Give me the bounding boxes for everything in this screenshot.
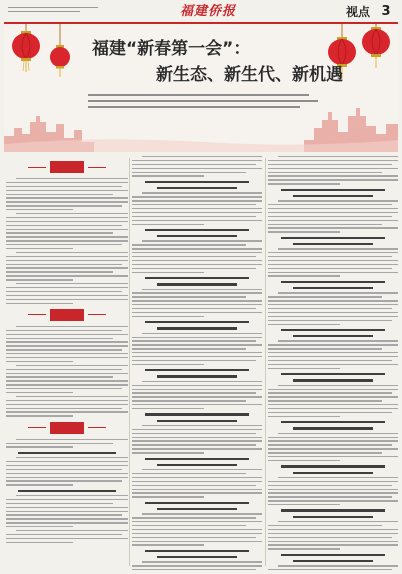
body-text-line <box>6 392 73 393</box>
body-text-line <box>132 308 256 309</box>
body-text-line <box>6 182 128 183</box>
subheading <box>293 379 374 381</box>
body-text-line <box>6 279 73 280</box>
subheading <box>293 560 374 562</box>
body-text-line <box>6 190 128 191</box>
body-text-line <box>6 256 128 257</box>
body-text-line <box>6 384 128 385</box>
body-text-line <box>6 361 73 362</box>
body-text-line <box>132 196 262 197</box>
body-text-line <box>6 240 128 241</box>
body-text-line <box>132 452 204 453</box>
subheading <box>281 509 385 511</box>
subheading <box>281 189 385 191</box>
body-text-line <box>6 477 128 478</box>
body-text-line <box>132 496 204 497</box>
body-text-line <box>6 217 128 218</box>
body-text-line <box>268 412 392 413</box>
body-text-line <box>6 295 128 296</box>
body-text-line <box>132 400 246 401</box>
body-text-line <box>132 164 256 165</box>
body-text-line <box>268 208 398 209</box>
section-tag <box>50 161 84 173</box>
body-text-line <box>132 444 256 445</box>
body-text-line <box>268 172 382 173</box>
subheading <box>157 464 238 466</box>
body-text-line <box>6 469 122 470</box>
body-text-line <box>132 541 262 542</box>
newspaper-brand: 福建侨报 <box>179 4 236 19</box>
subheading <box>157 556 238 558</box>
body-text-line <box>132 489 262 490</box>
subheading <box>281 554 385 556</box>
body-text-line <box>6 415 73 416</box>
body-text-line <box>268 389 398 390</box>
body-text-line <box>268 348 382 349</box>
body-text-line <box>6 264 122 265</box>
body-text-line <box>6 260 128 261</box>
body-text-line <box>132 264 262 265</box>
body-text-line <box>6 299 128 300</box>
body-text-line <box>278 521 398 522</box>
section-tag <box>50 422 84 434</box>
body-text-line <box>268 268 392 269</box>
body-text-line <box>132 344 262 345</box>
body-text-line <box>268 168 398 169</box>
body-text-line <box>6 303 73 304</box>
body-text-line <box>6 473 128 474</box>
body-text-line <box>268 183 340 184</box>
body-text-line <box>268 368 340 369</box>
body-text-line <box>6 232 113 233</box>
body-text-line <box>6 465 128 466</box>
body-text-line <box>132 525 246 526</box>
body-text-line <box>142 156 262 157</box>
body-text-line <box>268 272 398 273</box>
subheading <box>293 516 374 518</box>
body-text-line <box>6 194 113 195</box>
body-text-line <box>6 408 122 409</box>
deck-text <box>88 94 318 111</box>
body-text-line <box>132 396 262 397</box>
body-text-line <box>6 353 128 354</box>
body-text-line <box>268 324 340 325</box>
body-text-line <box>132 300 262 301</box>
body-text-line <box>132 260 262 261</box>
body-text-line <box>278 340 398 341</box>
body-text-line <box>6 518 128 519</box>
body-text-line <box>6 225 122 226</box>
body-text-line <box>268 440 398 441</box>
body-text-line <box>268 460 340 461</box>
body-text-line <box>268 216 392 217</box>
body-text-line <box>268 275 340 276</box>
body-text-line <box>278 565 398 566</box>
body-text-line <box>268 231 340 232</box>
body-text-line <box>268 456 398 457</box>
body-text-line <box>268 224 382 225</box>
body-text-line <box>16 283 128 284</box>
body-text-line <box>268 264 398 265</box>
body-text-line <box>132 220 262 221</box>
body-text-line <box>132 481 262 482</box>
body-text-line <box>16 178 128 179</box>
subheading <box>293 427 374 429</box>
column-rule <box>129 158 130 566</box>
body-text-line <box>6 334 128 335</box>
subheading <box>157 283 238 285</box>
body-text-line <box>268 569 392 570</box>
masthead <box>4 4 398 22</box>
body-text-line <box>132 212 262 213</box>
body-text-line <box>132 296 246 297</box>
subheading <box>145 502 249 504</box>
body-text-line <box>6 345 128 346</box>
body-text-line <box>278 248 398 249</box>
body-text-line <box>132 160 262 161</box>
body-text-line <box>132 544 204 545</box>
body-text-line <box>268 260 398 261</box>
body-text-line <box>6 197 128 198</box>
body-text-line <box>132 248 262 249</box>
body-text-line <box>16 439 128 440</box>
body-text-line <box>268 548 340 549</box>
body-text-line <box>6 461 128 462</box>
body-text-line <box>268 296 382 297</box>
body-text-line <box>142 469 262 470</box>
body-text-line <box>268 525 382 526</box>
body-text-line <box>268 529 398 530</box>
body-text-line <box>6 446 73 447</box>
body-text-line <box>6 443 113 444</box>
subheading <box>281 373 385 375</box>
body-text-line <box>132 392 256 393</box>
body-text-line <box>268 227 398 228</box>
body-text-line <box>16 495 128 496</box>
body-text-line <box>132 364 204 365</box>
body-text-line <box>268 489 398 490</box>
body-text-line <box>268 160 398 161</box>
body-text-line <box>132 252 262 253</box>
body-text-line <box>268 204 392 205</box>
body-text-line <box>6 480 122 481</box>
body-text-line <box>132 208 262 209</box>
body-text-line <box>132 348 246 349</box>
body-text-line <box>6 380 128 381</box>
subheading <box>157 327 238 329</box>
subheading <box>293 195 374 197</box>
body-text-line <box>132 492 262 493</box>
body-text-line <box>132 429 262 430</box>
section-title: 视点 <box>345 5 370 19</box>
body-text-line <box>132 521 262 522</box>
body-text-line <box>6 514 122 515</box>
body-text-line <box>132 404 262 405</box>
body-text-line <box>132 565 262 566</box>
subheading <box>145 229 249 231</box>
subheading <box>157 187 238 189</box>
body-text-line <box>268 256 392 257</box>
body-text-line <box>268 537 392 538</box>
column-rule <box>265 158 266 566</box>
body-text-line <box>268 164 392 165</box>
body-text-line <box>6 522 128 523</box>
body-text-line <box>278 385 398 386</box>
body-text-line <box>6 376 113 377</box>
lantern-icon <box>362 24 390 68</box>
body-text-line <box>6 267 128 268</box>
body-text-line <box>132 408 204 409</box>
body-text-line <box>142 561 262 562</box>
body-text-line <box>268 544 398 545</box>
body-text-line <box>6 287 128 288</box>
body-text-line <box>6 507 128 508</box>
body-text-line <box>132 175 204 176</box>
subheading <box>293 243 374 245</box>
body-text-line <box>268 396 398 397</box>
body-text-line <box>132 477 262 478</box>
subheading <box>157 420 238 422</box>
body-text-line <box>132 448 262 449</box>
body-text-line <box>268 481 398 482</box>
body-text-line <box>6 542 73 543</box>
article-body <box>4 156 398 570</box>
body-text-line <box>268 452 382 453</box>
body-text-line <box>268 533 398 534</box>
column-middle <box>132 156 262 570</box>
subheading <box>145 321 249 323</box>
body-text-line <box>142 192 262 193</box>
subheading <box>145 550 249 552</box>
body-text-line <box>6 526 73 527</box>
body-text-line <box>132 337 262 338</box>
body-text-line <box>268 360 392 361</box>
body-text-line <box>268 364 398 365</box>
body-text-line <box>268 504 340 505</box>
body-text-line <box>132 256 256 257</box>
body-text-line <box>268 408 398 409</box>
body-text-line <box>16 530 128 531</box>
body-text-line <box>6 499 128 500</box>
body-text-line <box>132 168 262 169</box>
body-text-line <box>6 511 128 512</box>
body-text-line <box>268 300 398 301</box>
body-text-line <box>268 500 398 501</box>
body-text-line <box>6 205 122 206</box>
body-text-line <box>132 517 256 518</box>
body-text-line <box>132 200 262 201</box>
body-text-line <box>132 216 256 217</box>
body-text-line <box>268 179 398 180</box>
subheading <box>281 237 385 239</box>
body-text-line <box>268 304 398 305</box>
body-text-line <box>6 373 128 374</box>
body-text-line <box>6 244 122 245</box>
subheading <box>145 413 249 415</box>
body-text-line <box>6 209 73 210</box>
body-text-line <box>268 316 398 317</box>
body-text-line <box>278 200 398 201</box>
subheading <box>281 329 385 331</box>
body-text-line <box>268 444 392 445</box>
city-skyline-graphic <box>4 108 398 152</box>
body-text-line <box>132 272 204 273</box>
body-text-line <box>6 538 128 539</box>
body-text-line <box>142 381 262 382</box>
body-text-line <box>268 212 398 213</box>
body-text-line <box>268 541 398 542</box>
subheading <box>145 458 249 460</box>
subheading <box>145 277 249 279</box>
body-text-line <box>268 392 392 393</box>
body-text-line <box>6 411 128 412</box>
subheading <box>281 421 385 423</box>
body-text-line <box>16 213 128 214</box>
body-text-line <box>132 340 256 341</box>
body-text-line <box>268 252 398 253</box>
body-text-line <box>268 308 392 309</box>
body-text-line <box>268 320 392 321</box>
subheading <box>281 465 385 467</box>
body-text-line <box>6 330 122 331</box>
body-text-line <box>6 503 113 504</box>
body-text-line <box>278 292 398 293</box>
subheading <box>281 281 385 283</box>
headline-line-1: 福建“新春第一会”： <box>92 39 251 59</box>
subheading <box>157 508 238 510</box>
body-text-line <box>268 404 398 405</box>
body-text-line <box>268 416 340 417</box>
body-text-line <box>132 304 262 305</box>
body-text-line <box>6 357 128 358</box>
body-text-line <box>142 513 262 514</box>
body-text-line <box>6 484 73 485</box>
body-text-line <box>6 221 128 222</box>
body-text-line <box>278 156 398 157</box>
body-text-line <box>132 360 256 361</box>
body-text-line <box>142 425 262 426</box>
subheading <box>145 369 249 371</box>
body-text-line <box>16 365 128 366</box>
body-text-line <box>132 569 256 570</box>
body-text-line <box>268 356 398 357</box>
body-text-line <box>132 312 262 313</box>
headline-line-2: 新生态、新生代、新机遇 <box>156 65 343 85</box>
body-text-line <box>6 236 128 237</box>
body-text-line <box>132 244 246 245</box>
subheading <box>145 181 249 183</box>
body-text-line <box>132 533 262 534</box>
body-text-line <box>132 224 204 225</box>
column-right <box>268 156 398 570</box>
body-text-line <box>132 385 262 386</box>
body-text-line <box>132 292 262 293</box>
body-text-line <box>6 248 73 249</box>
body-text-line <box>142 333 262 334</box>
body-text-line <box>268 312 398 313</box>
body-text-line <box>142 289 262 290</box>
body-text-line <box>132 440 262 441</box>
body-text-line <box>16 252 128 253</box>
subheading <box>18 452 116 454</box>
body-text-line <box>268 448 398 449</box>
body-text-line <box>6 341 128 342</box>
body-text-line <box>132 268 256 269</box>
subheading <box>293 287 374 289</box>
body-text-line <box>132 316 204 317</box>
body-text-line <box>16 396 128 397</box>
body-text-line <box>132 204 256 205</box>
body-text-line <box>6 229 128 230</box>
section-tag <box>50 309 84 321</box>
body-text-line <box>278 433 398 434</box>
body-text-line <box>132 529 262 530</box>
body-text-line <box>132 437 262 438</box>
body-text-line <box>132 433 256 434</box>
page-number: 3 <box>381 4 391 19</box>
body-text-line <box>132 389 262 390</box>
body-text-line <box>268 344 398 345</box>
body-text-line <box>142 240 262 241</box>
body-text-line <box>132 356 262 357</box>
body-text-line <box>6 400 128 401</box>
body-text-line <box>6 201 128 202</box>
subheading <box>293 472 374 474</box>
body-text-line <box>132 485 256 486</box>
subheading <box>157 235 238 237</box>
body-text-line <box>16 326 128 327</box>
body-text-line <box>278 477 398 478</box>
body-text-line <box>268 220 398 221</box>
masthead-meta-text <box>8 7 98 15</box>
body-text-line <box>6 275 128 276</box>
body-text-line <box>16 457 128 458</box>
body-text-line <box>6 404 128 405</box>
hero-banner <box>4 24 398 152</box>
lantern-icon <box>50 24 70 77</box>
body-text-line <box>268 175 398 176</box>
column-left <box>6 156 128 570</box>
body-text-line <box>6 291 122 292</box>
lantern-icon <box>12 24 40 72</box>
body-text-line <box>132 473 246 474</box>
body-text-line <box>268 485 392 486</box>
body-text-line <box>268 400 382 401</box>
body-text-line <box>6 534 122 535</box>
body-text-line <box>268 492 398 493</box>
body-text-line <box>6 388 122 389</box>
body-text-line <box>132 352 262 353</box>
body-text-line <box>6 369 122 370</box>
body-text-line <box>132 537 256 538</box>
body-text-line <box>268 352 398 353</box>
body-text-line <box>132 172 246 173</box>
body-text-line <box>268 496 392 497</box>
body-text-line <box>6 271 113 272</box>
subheading <box>157 375 238 377</box>
subheading <box>293 335 374 337</box>
body-text-line <box>6 338 113 339</box>
body-text-line <box>268 437 398 438</box>
body-text-line <box>6 349 122 350</box>
subheading <box>18 490 116 492</box>
body-text-line <box>6 186 122 187</box>
